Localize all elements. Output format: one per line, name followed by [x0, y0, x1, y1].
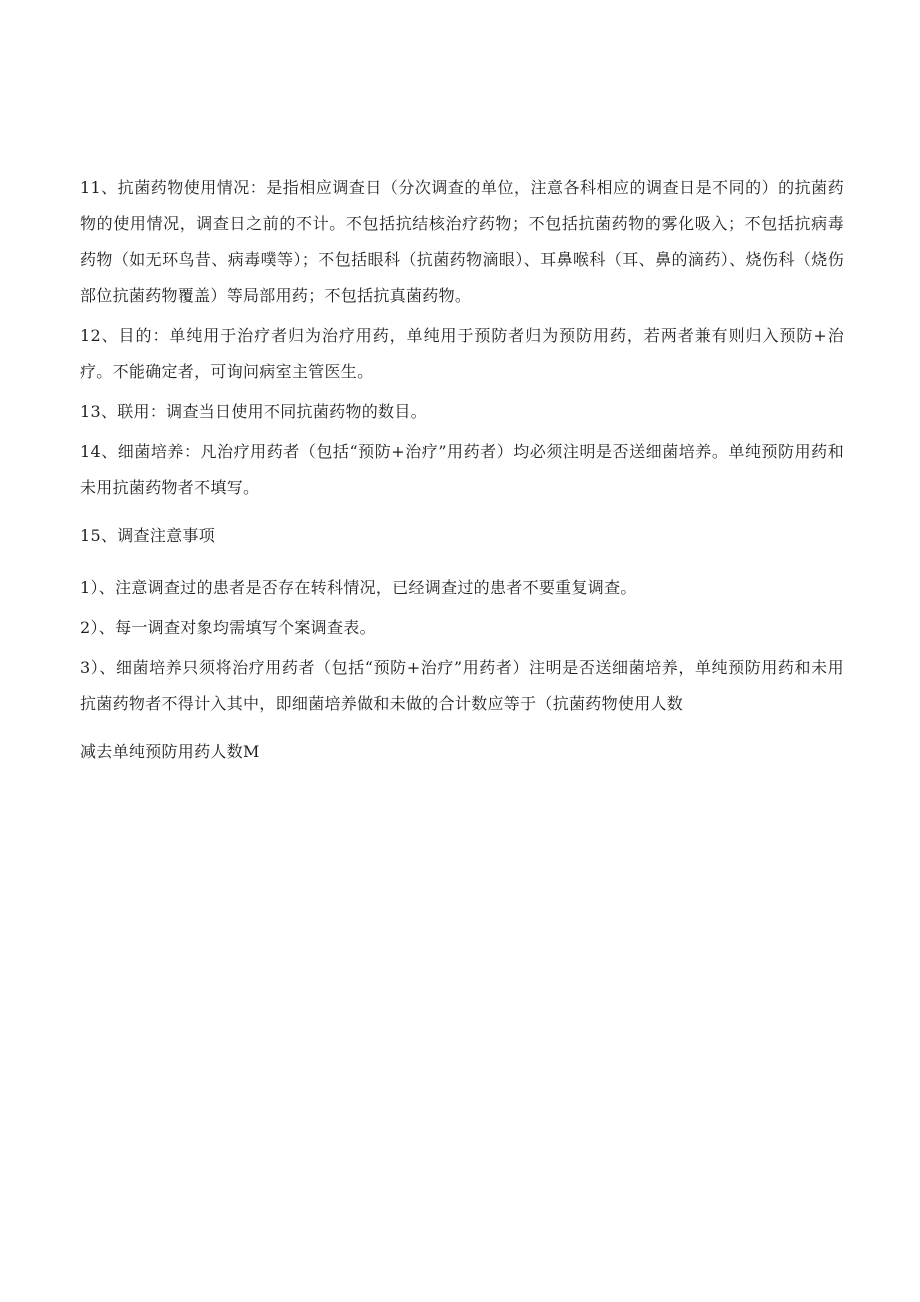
spacer	[80, 554, 844, 570]
paragraph-item-12: 12、目的：单纯用于治疗者归为治疗用药，单纯用于预防者归为预防用药，若两者兼有则归入预防+治疗。不能确定者，可询问病室主管医生。	[80, 326, 844, 381]
spacer	[80, 506, 844, 518]
subitem-1: 1）、注意调查过的患者是否存在转科情况，已经调查过的患者不要重复调查。	[80, 578, 637, 597]
paragraph-item-15-heading: 15、调查注意事项	[80, 526, 216, 545]
paragraph-item-13: 13、联用：调查当日使用不同抗菌药物的数目。	[80, 402, 427, 421]
spacer	[80, 722, 844, 734]
subitem-4: 减去单纯预防用药人数M	[80, 742, 260, 761]
paragraph-item-11: 11、抗菌药物使用情况：是指相应调查日（分次调查的单位，注意各科相应的调查日是不同的）的抗菌药物的使用情况，调查日之前的不计。不包括抗结核治疗药物；不包括抗菌药物的雾化吸入；不包括抗病毒药物（如无环鸟昔、病毒噗等）；不包括眼科（抗菌药物滴眼）、耳鼻喉科（耳、鼻的滴药）、烧伤科（烧伤部位抗菌药物覆盖）等局部用药；不包括抗真菌药物。	[80, 178, 844, 305]
subitem-3: 3）、细菌培养只须将治疗用药者（包括“预防+治疗”用药者）注明是否送细菌培养，单纯预防用药和未用抗菌药物者不得计入其中，即细菌培养做和未做的合计数应等于（抗菌药物使用人数	[80, 658, 844, 713]
subitem-2: 2）、每一调查对象均需填写个案调查表。	[80, 618, 376, 637]
paragraph-item-14: 14、细菌培养：凡治疗用药者（包括“预防+治疗”用药者）均必须注明是否送细菌培养。单纯预防用药和未用抗菌药物者不填写。	[80, 442, 844, 497]
document-body	[80, 170, 844, 770]
